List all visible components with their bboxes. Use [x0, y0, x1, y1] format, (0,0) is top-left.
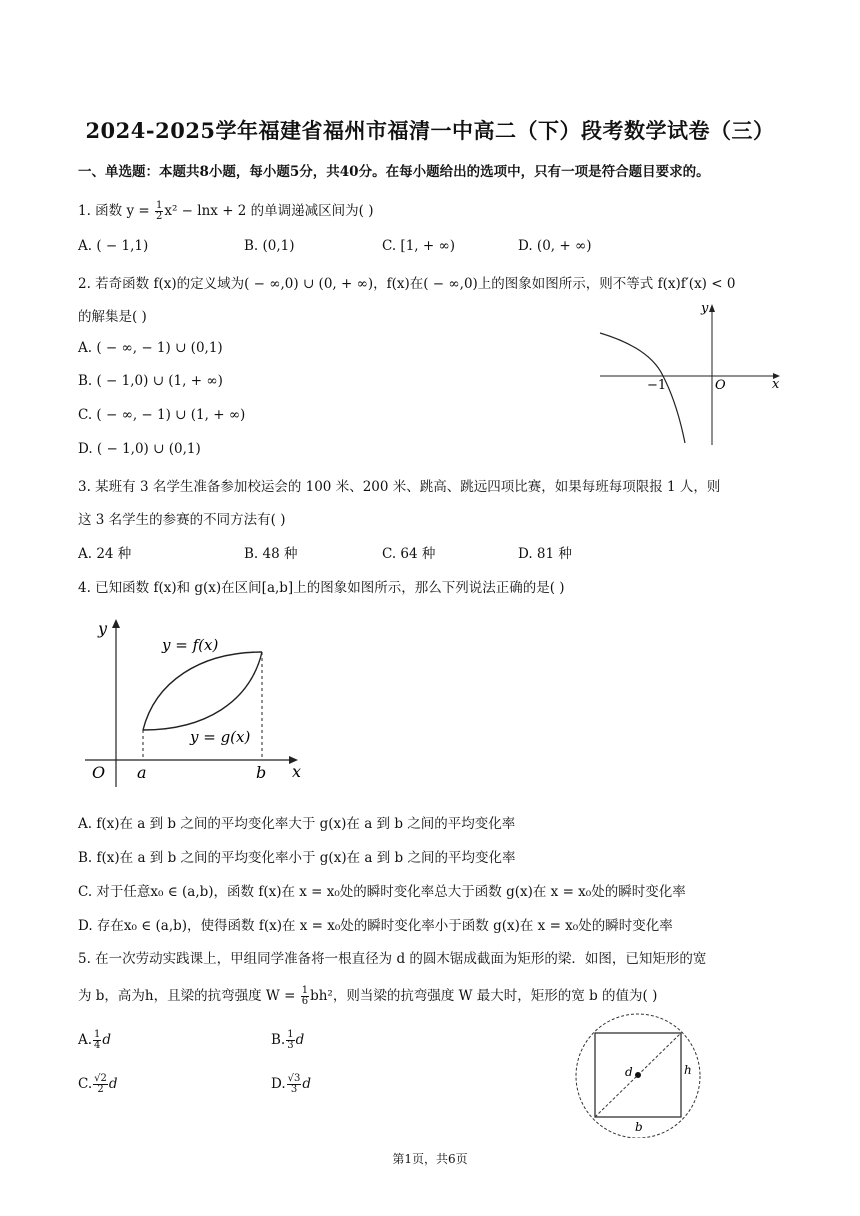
q4-figure [80, 612, 310, 792]
q2-option-a: A. ( − ∞, − 1) ∪ (0,1) [78, 340, 223, 356]
q5-frac-num: 1 [301, 985, 309, 996]
q1-option-c: C. [1, + ∞) [382, 238, 455, 254]
q5-option-c-den: 2 [97, 1084, 104, 1095]
q4-f-curve [143, 652, 262, 730]
q5-option-d-tail: d [302, 1076, 312, 1092]
q2-y-arrow [709, 304, 715, 312]
q1-stem-a: 1. 函数 y = [78, 203, 154, 219]
q5-option-a-label: A. [78, 1032, 93, 1048]
q4-f-label: y = f(x) [162, 636, 219, 654]
q5-option-b-den: 3 [287, 1040, 294, 1051]
q2-x-label: x [772, 377, 780, 392]
q5-stem-b: bh²，则当梁的抗弯强度 W 最大时，矩形的宽 b 的值为( ) [310, 988, 658, 1004]
q5-option-c-label: C. [78, 1076, 93, 1092]
q5-option-a-den: 4 [94, 1040, 101, 1051]
q3-option-d: D. 81 种 [518, 546, 572, 562]
section-header: 一、单选题：本题共8小题，每小题5分，共40分。在每小题给出的选项中，只有一项是符合题目要求的。 [78, 164, 710, 180]
question-2-line2: 的解集是( ) [78, 309, 147, 325]
q5-option-d [271, 1074, 311, 1095]
question-5-line1: 5. 在一次劳动实践课上，甲组同学准备将一根直径为 d 的圆木锯成截面为矩形的梁．如图，已知矩形的宽 [78, 951, 707, 967]
q2-option-d: D. ( − 1,0) ∪ (0,1) [78, 441, 201, 457]
exam-title: 2024-2025学年福建省福州市福清一中高二（下）段考数学试卷（三） [85, 118, 775, 143]
q2-origin-label: O [715, 378, 726, 393]
q5-option-a-tail: d [102, 1032, 112, 1048]
q5-option-d-num: √3 [287, 1073, 301, 1084]
question-1 [78, 199, 374, 222]
question-4: 4. 已知函数 f(x)和 g(x)在区间[a,b]上的图象如图所示，那么下列说法正确的是( ) [78, 580, 565, 596]
q1-stem-b: x² − lnx + 2 的单调递减区间为( ) [164, 203, 374, 219]
q1-frac-num: 1 [155, 200, 163, 211]
q5-fraction [301, 986, 309, 1007]
q2-minus-one-label: −1 [647, 378, 667, 393]
q4-option-d: D. 存在x₀ ∈ (a,b)，使得函数 f(x)在 x = x₀处的瞬时变化率小于函数 g(x)在 x = x₀处的瞬时变化率 [78, 918, 673, 934]
q5-stem-a: 为 b，高为h，且梁的抗弯强度 W = [78, 988, 300, 1004]
q5-option-d-den: 3 [290, 1084, 298, 1095]
q2-option-c: C. ( − ∞, − 1) ∪ (1, + ∞) [78, 407, 246, 423]
q5-option-a-num: 1 [94, 1029, 101, 1040]
q5-d-label: d [625, 1065, 633, 1079]
q5-option-a [78, 1030, 111, 1051]
q2-option-b: B. ( − 1,0) ∪ (1, + ∞) [78, 373, 223, 389]
q4-option-b: B. f(x)在 a 到 b 之间的平均变化率小于 g(x)在 a 到 b 之间的平均变化率 [78, 850, 516, 866]
q5-option-c-frac [93, 1074, 108, 1095]
q5-figure [572, 1010, 707, 1138]
q5-option-b-tail: d [295, 1032, 305, 1048]
question-3-line2: 这 3 名学生的参赛的不同方法有( ) [78, 512, 286, 528]
q3-option-a: A. 24 种 [78, 546, 132, 562]
q5-option-b-label: B. [271, 1032, 286, 1048]
q1-option-b: B. (0,1) [244, 238, 295, 254]
q1-option-a: A. ( − 1,1) [78, 238, 149, 254]
question-3-line1: 3. 某班有 3 名学生准备参加校运会的 100 米、200 米、跳高、跳远四项比赛，如果每班每项限报 1 人，则 [78, 479, 721, 495]
q4-y-arrow [112, 619, 120, 628]
q4-b-label: b [256, 763, 267, 782]
q2-curve [600, 333, 685, 443]
q5-center-dot [635, 1072, 641, 1078]
q5-option-b [271, 1030, 304, 1051]
q3-option-b: B. 48 种 [244, 546, 298, 562]
q1-frac-den: 2 [155, 211, 163, 222]
question-5-line2 [78, 984, 657, 1007]
q5-option-b-num: 1 [287, 1029, 294, 1040]
q4-g-label: y = g(x) [190, 728, 251, 746]
q5-option-d-frac [287, 1074, 302, 1095]
q4-option-c: C. 对于任意x₀ ∈ (a,b)，函数 f(x)在 x = x₀处的瞬时变化率总大于函数 g(x)在 x = x₀处的瞬时变化率 [78, 884, 686, 900]
q5-frac-den: 6 [301, 996, 309, 1007]
q5-option-d-label: D. [271, 1076, 286, 1092]
q5-h-label: h [684, 1063, 692, 1077]
q4-a-label: a [137, 763, 147, 782]
q4-x-label: x [292, 762, 302, 781]
q2-y-label: y [701, 301, 709, 316]
q5-b-label: b [635, 1120, 643, 1134]
q5-option-b-frac [286, 1030, 294, 1051]
q4-option-a: A. f(x)在 a 到 b 之间的平均变化率大于 g(x)在 a 到 b 之间的平均变化率 [78, 816, 516, 832]
q5-option-c-tail: d [108, 1076, 118, 1092]
q1-fraction [155, 201, 163, 222]
q5-option-c-num: √2 [94, 1073, 107, 1084]
q4-y-label: y [98, 619, 108, 638]
q3-option-c: C. 64 种 [382, 546, 436, 562]
q5-option-a-frac [93, 1030, 101, 1051]
q4-origin-label: O [92, 763, 106, 782]
q5-option-c [78, 1074, 118, 1095]
page-footer: 第1页，共6页 [392, 1152, 468, 1166]
question-2-line1: 2. 若奇函数 f(x)的定义域为( − ∞,0) ∪ (0, + ∞)，f(x)在( − ∞,0)上的图象如图所示，则不等式 f(x)f′(x) < 0 [78, 276, 736, 292]
q1-option-d: D. (0, + ∞) [518, 238, 592, 254]
q2-figure [595, 298, 795, 448]
